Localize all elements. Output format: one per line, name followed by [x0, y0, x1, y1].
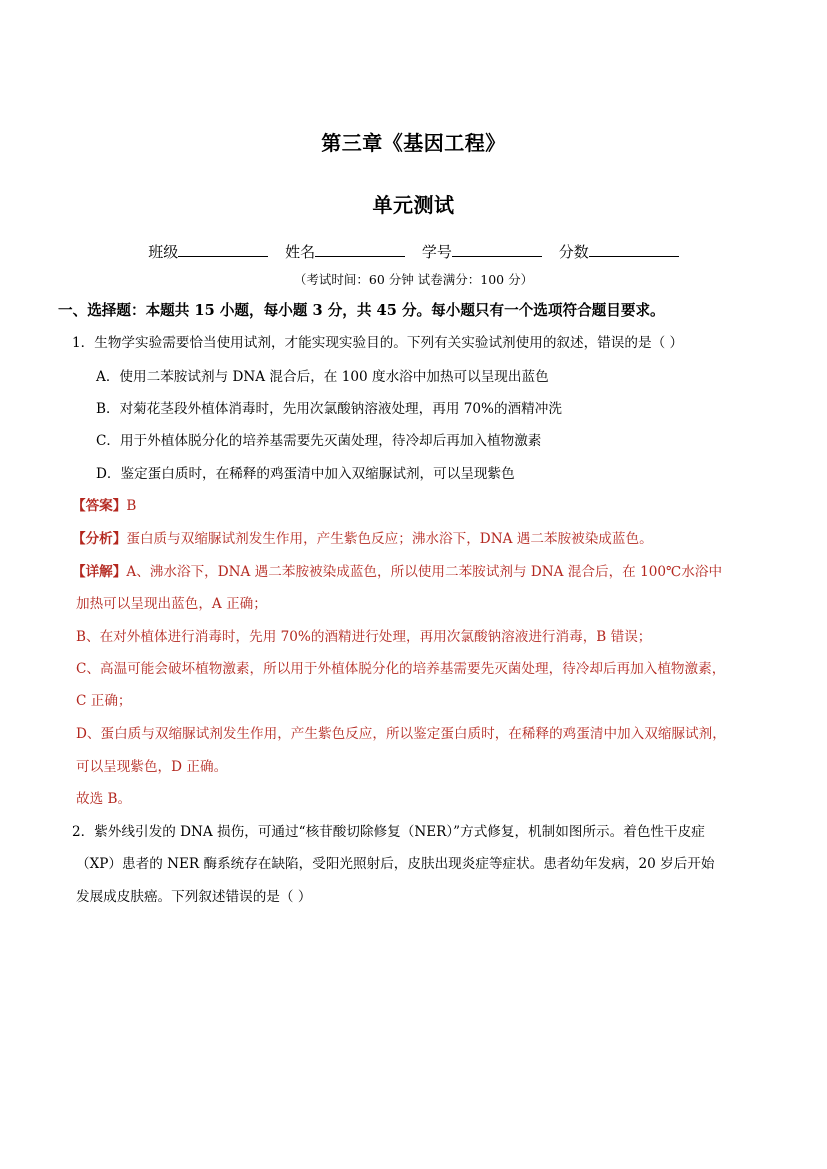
q1-detail-line-4: C、高温可能会破坏植物激素，所以用于外植体脱分化的培养基需要先灭菌处理，待冷却后再加入植物激素，: [76, 661, 726, 677]
q2-stem-line-3: 发展成皮肤癌。下列叙述错误的是（ ）: [76, 889, 312, 905]
q1-detail-line-6: D、蛋白质与双缩脲试剂发生作用，产生紫色反应，所以鉴定蛋白质时，在稀释的鸡蛋清中加入双缩脲试剂，: [76, 726, 726, 742]
detail-text: A、沸水浴下，DNA 遇二苯胺被染成蓝色，所以使用二苯胺试剂与 DNA 混合后，在 100℃水浴中: [126, 564, 723, 580]
q1-detail-line-1: [72, 563, 722, 581]
q1-detail-line-2: 加热可以呈现出蓝色，A 正确；: [76, 596, 267, 612]
answer-label: 【答案】: [72, 498, 127, 514]
q2-stem-line-2: （XP）患者的 NER 酶系统存在缺陷，受阳光照射后，皮肤出现炎症等症状。患者幼年发病，20 岁后开始: [76, 856, 715, 872]
page-subtitle: 单元测试: [372, 193, 455, 217]
id-label: 学号: [421, 243, 452, 261]
class-label: 班级: [148, 243, 179, 261]
q1-option-a: A．使用二苯胺试剂与 DNA 混合后，在 100 度水浴中加热可以呈现出蓝色: [96, 369, 549, 385]
page-title: 第三章《基因工程》: [321, 131, 506, 155]
q1-answer: [72, 497, 136, 515]
detail-label: 【详解】: [72, 564, 127, 580]
student-info-line: [0, 241, 827, 262]
name-blank: [315, 244, 405, 257]
name-field: [285, 241, 405, 262]
q1-detail-line-7: 可以呈现紫色，D 正确。: [76, 759, 228, 775]
score-blank: [589, 244, 679, 257]
q1-stem: 1．生物学实验需要恰当使用试剂，才能实现实验目的。下列有关实验试剂使用的叙述，错误的是（ ）: [72, 335, 684, 351]
score-field: [559, 241, 679, 262]
q1-detail-line-3: B、在对外植体进行消毒时，先用 70%的酒精进行处理，再用次氯酸钠溶液进行消毒，B 错误；: [76, 629, 652, 645]
exam-meta: （考试时间：60 分钟 试卷满分：100 分）: [293, 272, 534, 287]
q1-detail-line-5: C 正确；: [76, 693, 132, 709]
section-heading: 一、选择题：本题共 15 小题，每小题 3 分，共 45 分。每小题只有一个选项符合题目要求。: [58, 302, 665, 319]
name-label: 姓名: [285, 243, 316, 261]
q1-option-b: B．对菊花茎段外植体消毒时，先用次氯酸钠溶液处理，再用 70%的酒精冲洗: [96, 401, 562, 417]
q1-option-c: C．用于外植体脱分化的培养基需要先灭菌处理，待冷却后再加入植物激素: [96, 433, 542, 449]
analysis-label: 【分析】: [72, 531, 127, 547]
id-blank: [452, 244, 542, 257]
q1-analysis: [72, 530, 653, 548]
q1-option-d: D．鉴定蛋白质时，在稀释的鸡蛋清中加入双缩脲试剂，可以呈现紫色: [96, 466, 515, 482]
id-field: [422, 241, 542, 262]
class-field: [148, 241, 268, 262]
q1-conclusion: 故选 B。: [76, 791, 132, 807]
q2-stem-line-1: 2．紫外线引发的 DNA 损伤，可通过“核苷酸切除修复（NER）”方式修复，机制如图所示。着色性干皮症: [72, 824, 705, 840]
class-blank: [178, 244, 268, 257]
score-label: 分数: [558, 243, 589, 261]
answer-value: B: [126, 498, 137, 514]
analysis-text: 蛋白质与双缩脲试剂发生作用，产生紫色反应；沸水浴下，DNA 遇二苯胺被染成蓝色。: [126, 531, 653, 547]
